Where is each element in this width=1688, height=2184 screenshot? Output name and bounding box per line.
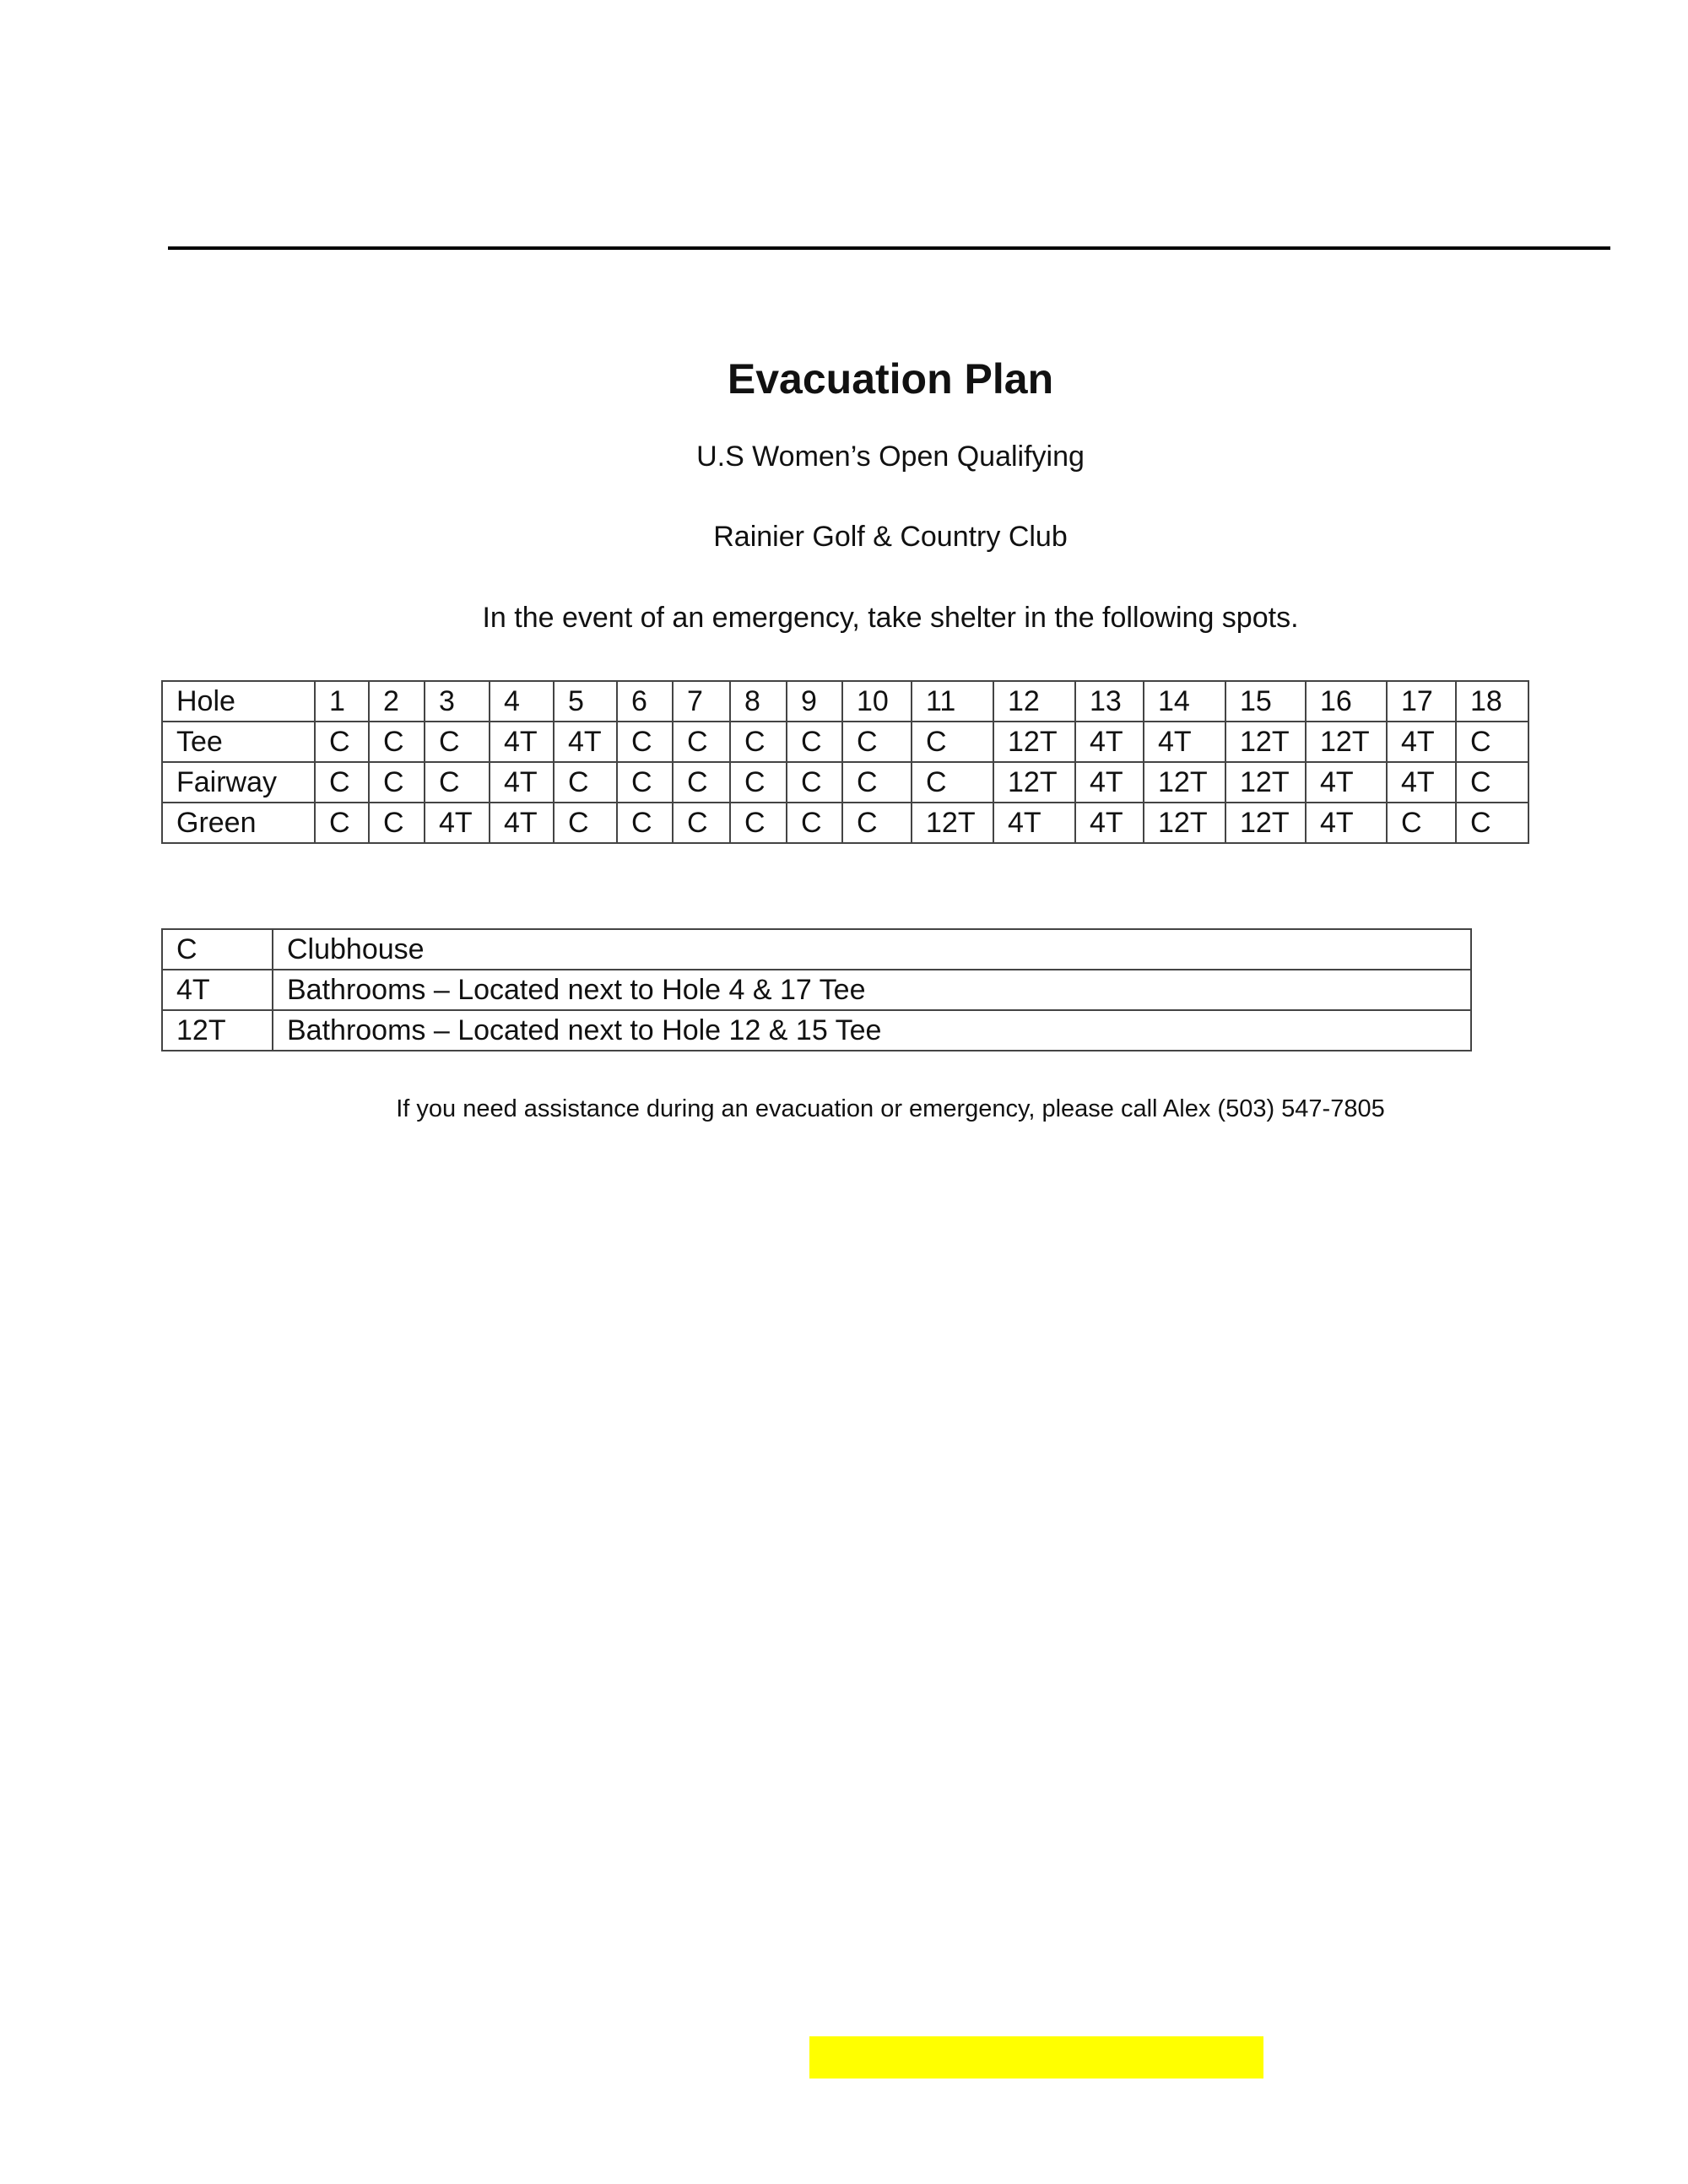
table-row — [162, 681, 1528, 722]
shelter-cell: C — [730, 803, 787, 843]
shelter-cell: 4T — [490, 803, 554, 843]
assistance-note: If you need assistance during an evacuation or emergency, please call Alex (503) 547-7805 — [396, 1095, 1385, 1122]
hole-number: 12 — [993, 681, 1075, 722]
shelter-cell: C — [730, 722, 787, 762]
shelter-cell: C — [730, 762, 787, 803]
shelter-cell: C — [787, 803, 842, 843]
shelter-cell: C — [673, 803, 730, 843]
hole-number: 13 — [1075, 681, 1144, 722]
shelter-cell: 4T — [1075, 762, 1144, 803]
shelter-cell: C — [912, 722, 993, 762]
hole-number: 15 — [1225, 681, 1306, 722]
table-row — [162, 803, 1528, 843]
legend-code: 12T — [162, 1010, 273, 1051]
shelter-cell: C — [425, 762, 490, 803]
hole-number: 11 — [912, 681, 993, 722]
shelter-cell: 12T — [1144, 762, 1225, 803]
page-title: Evacuation Plan — [727, 355, 1054, 403]
table-row — [162, 722, 1528, 762]
shelter-cell: C — [617, 803, 673, 843]
club-subtitle: Rainier Golf & Country Club — [713, 521, 1068, 553]
legend-description: Clubhouse — [273, 929, 1471, 970]
shelter-cell: C — [673, 762, 730, 803]
shelter-cell: 12T — [993, 722, 1075, 762]
shelter-cell: 4T — [1306, 762, 1387, 803]
shelter-cell: C — [554, 762, 617, 803]
shelter-cell: 12T — [912, 803, 993, 843]
hole-number: 16 — [1306, 681, 1387, 722]
intro-text: In the event of an emergency, take shelter in the following spots. — [482, 602, 1299, 634]
legend-description: Bathrooms – Located next to Hole 4 & 17 Tee — [273, 970, 1471, 1010]
shelter-cell: 4T — [993, 803, 1075, 843]
shelter-cell: 4T — [425, 803, 490, 843]
hole-number: 4 — [490, 681, 554, 722]
header-rule — [168, 246, 1610, 250]
shelter-cell: C — [315, 803, 369, 843]
row-header: Green — [162, 803, 315, 843]
shelter-cell: 4T — [1387, 722, 1456, 762]
shelter-cell: C — [369, 762, 425, 803]
shelter-cell: 12T — [1225, 762, 1306, 803]
shelter-cell: 4T — [1075, 803, 1144, 843]
shelter-cell: 12T — [1306, 722, 1387, 762]
event-subtitle: U.S Women’s Open Qualifying — [696, 441, 1085, 473]
hole-number: 1 — [315, 681, 369, 722]
legend-code: 4T — [162, 970, 273, 1010]
shelter-cell: C — [1456, 762, 1528, 803]
evacuation-table — [161, 680, 1529, 844]
shelter-cell: C — [617, 722, 673, 762]
row-header: Tee — [162, 722, 315, 762]
highlight-bar — [809, 2036, 1263, 2079]
legend-table — [161, 928, 1472, 1051]
hole-number: 5 — [554, 681, 617, 722]
hole-number: 7 — [673, 681, 730, 722]
shelter-cell: 12T — [1225, 803, 1306, 843]
legend-code: C — [162, 929, 273, 970]
shelter-cell: C — [1456, 722, 1528, 762]
legend-row — [162, 970, 1471, 1010]
legend-row — [162, 929, 1471, 970]
shelter-cell: C — [673, 722, 730, 762]
shelter-cell: C — [1456, 803, 1528, 843]
hole-number: 17 — [1387, 681, 1456, 722]
legend-description: Bathrooms – Located next to Hole 12 & 15 Tee — [273, 1010, 1471, 1051]
shelter-cell: C — [554, 803, 617, 843]
shelter-cell: C — [369, 803, 425, 843]
hole-number: 14 — [1144, 681, 1225, 722]
shelter-cell: C — [315, 722, 369, 762]
hole-number: 10 — [842, 681, 912, 722]
shelter-cell: 4T — [554, 722, 617, 762]
hole-number: 8 — [730, 681, 787, 722]
shelter-cell: C — [787, 762, 842, 803]
shelter-cell: C — [842, 762, 912, 803]
shelter-cell: C — [842, 803, 912, 843]
row-header: Hole — [162, 681, 315, 722]
shelter-cell: C — [617, 762, 673, 803]
shelter-cell: C — [1387, 803, 1456, 843]
shelter-cell: 4T — [1144, 722, 1225, 762]
shelter-cell: C — [425, 722, 490, 762]
shelter-cell: 4T — [1075, 722, 1144, 762]
shelter-cell: 4T — [1306, 803, 1387, 843]
shelter-cell: C — [787, 722, 842, 762]
hole-number: 9 — [787, 681, 842, 722]
shelter-cell: 4T — [1387, 762, 1456, 803]
hole-number: 3 — [425, 681, 490, 722]
shelter-cell: C — [315, 762, 369, 803]
shelter-cell: 4T — [490, 722, 554, 762]
table-row — [162, 762, 1528, 803]
shelter-cell: C — [369, 722, 425, 762]
hole-number: 18 — [1456, 681, 1528, 722]
shelter-cell: C — [912, 762, 993, 803]
shelter-cell: 4T — [490, 762, 554, 803]
hole-number: 2 — [369, 681, 425, 722]
shelter-cell: 12T — [1225, 722, 1306, 762]
hole-number: 6 — [617, 681, 673, 722]
shelter-cell: 12T — [1144, 803, 1225, 843]
shelter-cell: C — [842, 722, 912, 762]
row-header: Fairway — [162, 762, 315, 803]
shelter-cell: 12T — [993, 762, 1075, 803]
legend-row — [162, 1010, 1471, 1051]
